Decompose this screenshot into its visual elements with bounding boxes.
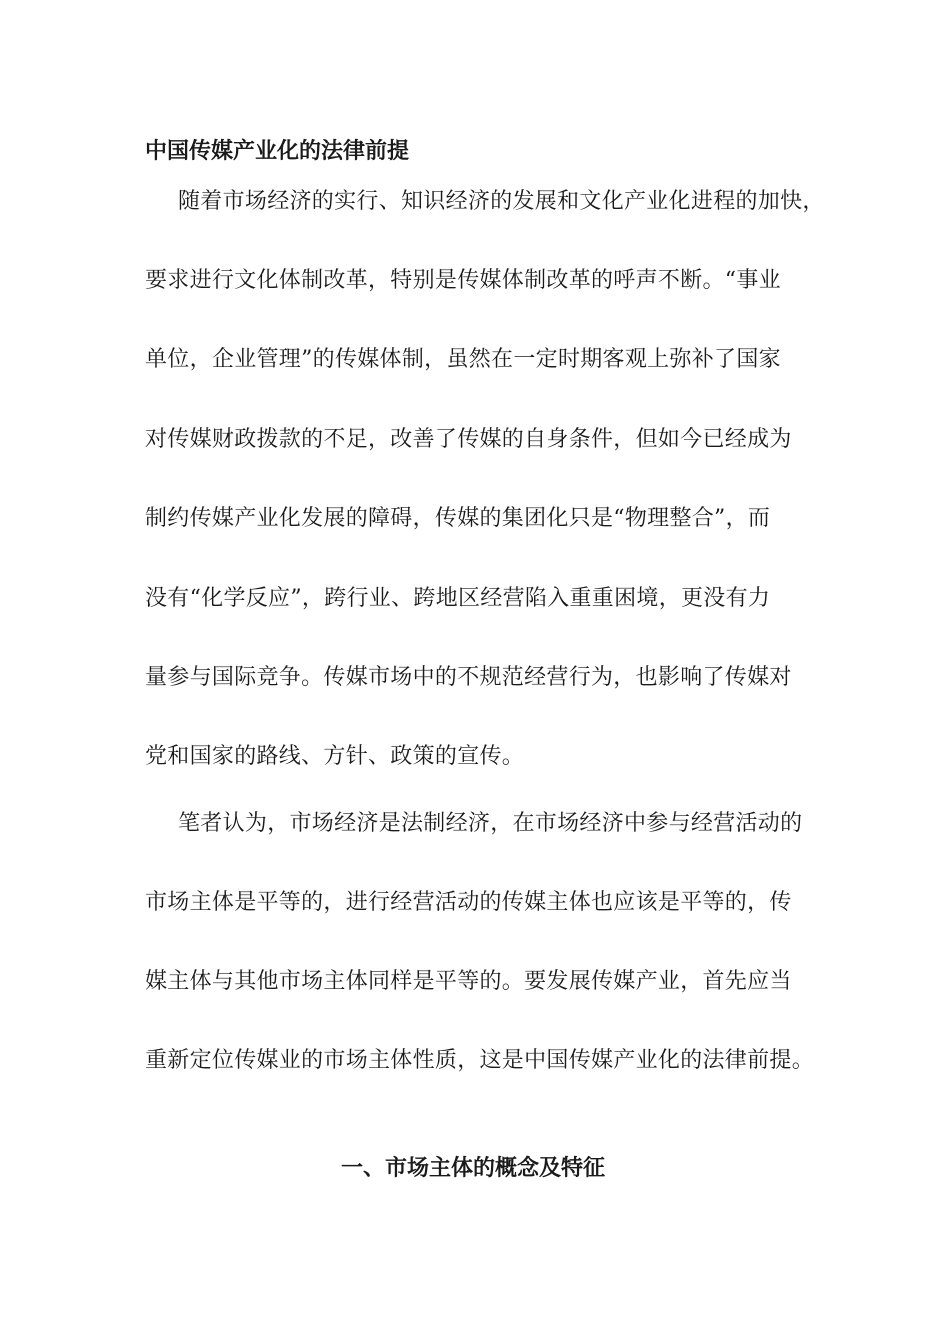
paragraph1-line-3: 单位，企业管理”的传媒体制，虽然在一定时期客观上弥补了国家	[145, 347, 781, 372]
paragraph1-line-5: 制约传媒产业化发展的障碍，传媒的集团化只是“物理整合”，而	[145, 506, 771, 531]
paragraph1-line-1: 随着市场经济的实行、知识经济的发展和文化产业化进程的加快，	[178, 189, 825, 214]
paragraph2-line-3: 媒主体与其他市场主体同样是平等的。要发展传媒产业，首先应当	[145, 969, 792, 994]
paragraph2-line-1: 笔者认为，市场经济是法制经济，在市场经济中参与经营活动的	[178, 811, 803, 836]
paragraph2-line-2: 市场主体是平等的，进行经营活动的传媒主体也应该是平等的，传	[145, 890, 792, 915]
section-heading: 一、市场主体的概念及特征	[341, 1156, 606, 1181]
paragraph2-line-4: 重新定位传媒业的市场主体性质，这是中国传媒产业化的法律前提。	[145, 1048, 815, 1073]
paragraph1-line-2: 要求进行文化体制改革，特别是传媒体制改革的呼声不断。“事业	[145, 268, 781, 293]
paragraph1-line-4: 对传媒财政拨款的不足，改善了传媒的自身条件，但如今已经成为	[145, 427, 792, 452]
document-title: 中国传媒产业化的法律前提	[145, 139, 410, 164]
paragraph1-line-6: 没有“化学反应”，跨行业、跨地区经营陷入重重困境，更没有力	[145, 586, 771, 611]
paragraph1-line-7: 量参与国际竞争。传媒市场中的不规范经营行为，也影响了传媒对	[145, 665, 792, 690]
paragraph1-line-8: 党和国家的路线、方针、政策的宣传。	[145, 744, 525, 769]
